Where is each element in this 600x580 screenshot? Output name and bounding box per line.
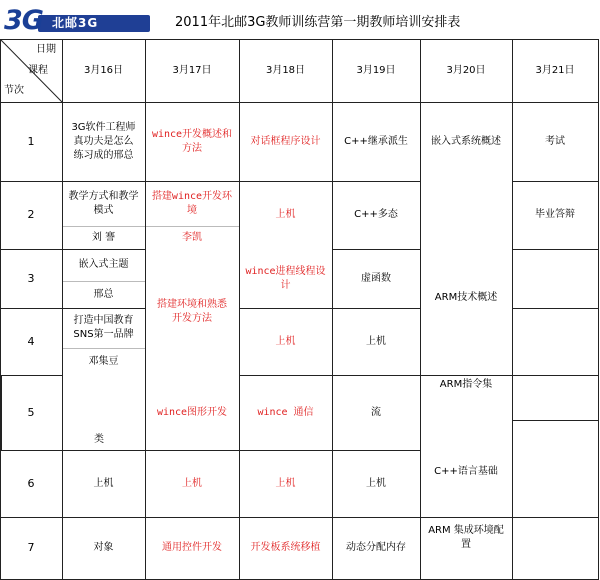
section-number-6: 6 (27, 476, 35, 490)
header-date-16: 3月16日 (83, 64, 124, 76)
cell-17-2-teacher: 李凯 (182, 231, 202, 243)
cell-20-arm-instructions: ARM指令集 (439, 379, 493, 390)
border-row5-c21 (512, 420, 599, 421)
cell-19-2: C++多态 (354, 209, 398, 220)
cell-20-cpp-basics: C++语言基础 (434, 466, 498, 477)
cell-20-arm-overview: ARM技术概述 (434, 292, 498, 303)
cell-16-6: 上机 (93, 477, 114, 489)
header-date-20: 3月20日 (446, 64, 486, 76)
cell-18-4: 上机 (275, 335, 296, 347)
cell-16-1: 3G软件工程师真功夫是怎么练习成的邢总 (71, 121, 136, 161)
border-row3-c21 (512, 308, 599, 309)
border-right (598, 39, 599, 580)
cell-17-2: 搭建wince开发环境 (151, 190, 233, 216)
cell-17-34: 搭建环境和熟悉开发方法 (157, 299, 227, 324)
header-date-21: 3月21日 (535, 64, 575, 76)
cell-17-7: 通用控件开发 (162, 542, 222, 553)
cell-16-5: 类 (94, 434, 104, 445)
cell-16-4-teacher: 邓集豆 (88, 355, 119, 367)
logo-mark: 3G (4, 5, 43, 36)
cell-19-4: 上机 (366, 335, 386, 347)
cell-19-3: 虚函数 (361, 272, 391, 284)
section-number-4: 4 (27, 334, 35, 348)
header-date-label: 日期 (36, 44, 56, 55)
header-date-19: 3月19日 (356, 64, 396, 76)
section-number-1: 1 (27, 134, 35, 148)
section-number-7: 7 (27, 541, 35, 554)
cell-16-3: 嵌入式主题 (78, 259, 129, 270)
cell-20-arm-ide: ARM 集成环境配置 (428, 525, 504, 550)
cell-18-2: 上机 (275, 209, 296, 220)
cell-16-3-teacher: 邢总 (93, 288, 114, 300)
header-course-label: 课程 (28, 65, 48, 76)
page-title: 2011年北邮3G教师训练营第一期教师培训安排表 (175, 15, 461, 30)
border-row2-c21 (512, 249, 599, 250)
logo-text: 北邮3G (52, 16, 99, 30)
cell-16-4: 打造中国教育SNS第一品牌 (73, 315, 134, 340)
cell-19-6: 上机 (366, 477, 386, 489)
header-date-17: 3月17日 (172, 64, 212, 76)
cell-17-6: 上机 (182, 477, 202, 489)
cell-16-2: 教学方式和教学模式 (68, 190, 139, 216)
cell-19-7: 动态分配内存 (346, 542, 406, 553)
section-number-2: 2 (27, 208, 35, 221)
cell-16-2-teacher: 刘 謇 (91, 231, 116, 243)
cell-18-1: 对话框程序设计 (250, 135, 321, 147)
cell-18-6: 上机 (275, 477, 296, 489)
header-date-18: 3月18日 (265, 64, 306, 76)
cell-21-2: 毕业答辩 (535, 209, 575, 220)
cell-19-5: 流 (371, 406, 381, 418)
section-number-3: 3 (27, 271, 35, 285)
cell-17-5: wince图形开发 (156, 406, 228, 418)
cell-18-5: wince 通信 (257, 406, 314, 418)
cell-16-7: 对象 (93, 542, 114, 553)
cell-18-3: wince进程线程设计 (245, 265, 326, 291)
cell-19-1: C++继承派生 (344, 135, 408, 147)
section-number-5: 5 (27, 405, 35, 419)
cell-21-1: 考试 (545, 135, 565, 147)
cell-17-1: wince开发概述和方法 (151, 128, 233, 154)
cell-18-7: 开发板系统移植 (250, 542, 321, 553)
cell-20-1: 嵌入式系统概述 (431, 135, 501, 147)
header-section-label: 节次 (4, 85, 24, 96)
